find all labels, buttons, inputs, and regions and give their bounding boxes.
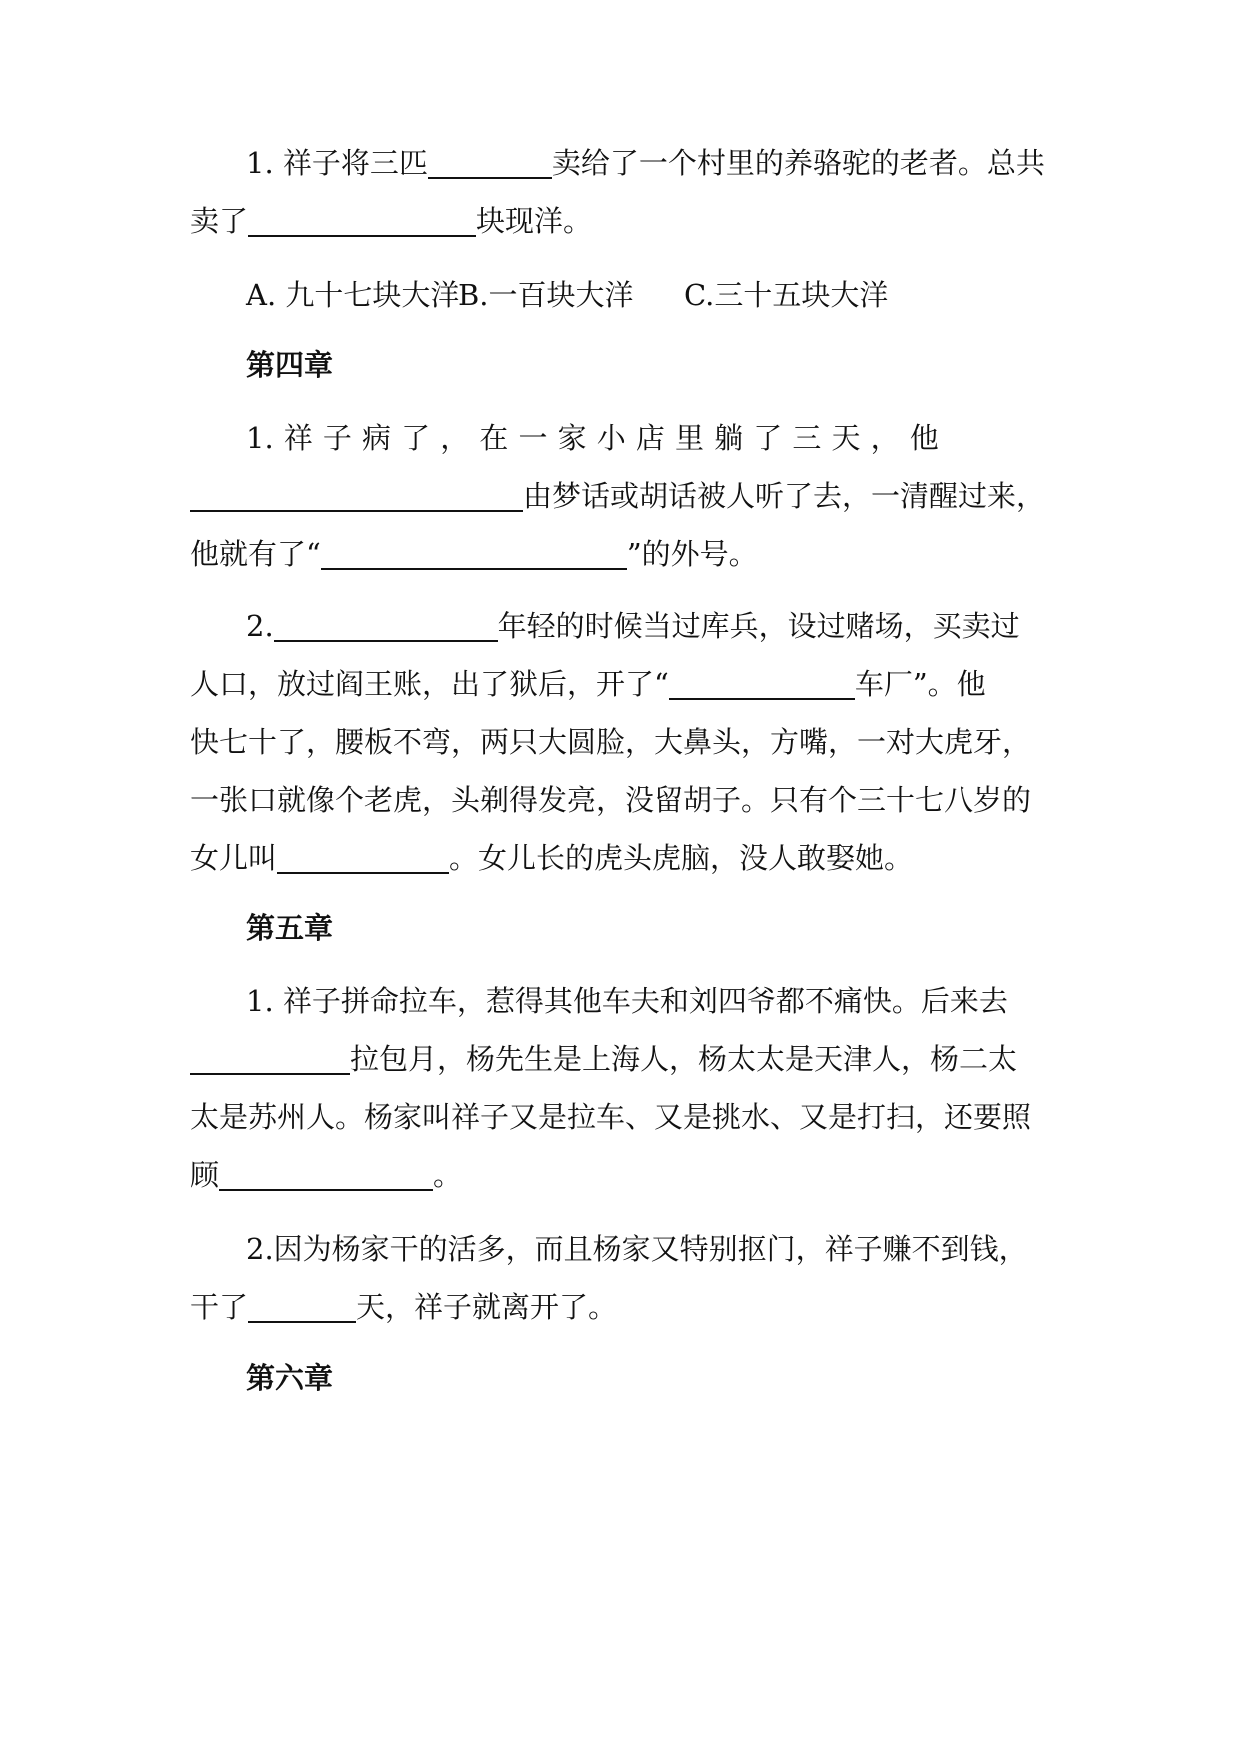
spread-char: ， (440, 421, 470, 455)
question-line (190, 1039, 1017, 1079)
answer-blank[interactable] (248, 1291, 356, 1323)
question-text: 。 (433, 1158, 463, 1192)
question-line (246, 143, 1045, 183)
spread-char: 了 (753, 421, 783, 455)
spread-char: 家 (557, 421, 587, 455)
chapter-heading: 第五章 (246, 911, 334, 945)
spread-char: 三 (792, 421, 822, 455)
answer-blank[interactable] (277, 842, 449, 874)
chapter-heading: 第六章 (246, 1361, 334, 1395)
question-text: 干了 (190, 1290, 249, 1324)
question-text: 1. 祥子拼命拉车，惹得其他车夫和刘四爷都不痛快。后来去 (246, 984, 1008, 1018)
question-line (190, 664, 986, 704)
question-text: 天，祥子就离开了。 (356, 1290, 618, 1324)
question-line (190, 534, 758, 574)
question-text: 一张口就像个老虎，头剃得发亮，没留胡子。只有个三十七八岁的 (190, 783, 1032, 817)
answer-blank[interactable] (274, 610, 498, 642)
spread-char: 祥 (283, 421, 313, 455)
question-text: 卖了 (190, 204, 249, 238)
answer-blank[interactable] (428, 147, 552, 179)
option-a[interactable]: A. 九十七块大洋 (246, 278, 460, 312)
spread-char: 天 (831, 421, 861, 455)
question-text: 快七十了，腰板不弯，两只大圆脸，大鼻头，方嘴，一对大虎牙， (190, 725, 1032, 759)
spread-char: 里 (675, 421, 705, 455)
spread-char: ， (870, 421, 900, 455)
question-text: 人口，放过阎王账，出了狱后，开了“ (190, 667, 669, 701)
spread-char: 小 (596, 421, 626, 455)
chapter-heading: 第四章 (246, 348, 334, 382)
question-line (190, 476, 1045, 516)
spread-char: 他 (909, 421, 939, 455)
question-text: 他就有了“ (190, 537, 321, 571)
question-line (190, 1287, 617, 1327)
answer-blank[interactable] (248, 205, 476, 237)
question-line (246, 606, 1020, 646)
answer-blank[interactable] (321, 538, 627, 570)
spread-char: 躺 (714, 421, 744, 455)
question-line (190, 1155, 462, 1195)
question-text: 1. 祥子将三匹 (246, 146, 428, 180)
question-text: 年轻的时候当过库兵，设过赌场，买卖过 (497, 609, 1020, 643)
question-text: ”的外号。 (626, 537, 758, 571)
question-text: 2. (246, 609, 274, 643)
spread-text (246, 418, 939, 458)
answer-blank[interactable] (190, 480, 523, 512)
spread-char: 店 (635, 421, 665, 455)
question-text: 顾 (190, 1158, 220, 1192)
question-text: 由梦话或胡话被人听了去，一清醒过来， (523, 479, 1046, 513)
question-text: 2.因为杨家干的活多，而且杨家又特别抠门，祥子赚不到钱， (246, 1232, 1028, 1266)
question-line (190, 838, 913, 878)
question-line (246, 418, 939, 458)
answer-blank[interactable] (669, 668, 855, 700)
spread-char: 子 (322, 421, 352, 455)
answer-blank[interactable] (190, 1043, 350, 1075)
question-text: 卖给了一个村里的养骆驼的老者。总共 (551, 146, 1045, 180)
question-text: 拉包月，杨先生是上海人，杨太太是天津人，杨二太 (350, 1042, 1018, 1076)
question-text: 女儿叫 (190, 841, 278, 875)
question-text: 车厂”。他 (854, 667, 986, 701)
question-text: 块现洋。 (476, 204, 593, 238)
spread-char: 了 (401, 421, 431, 455)
spread-char: 在 (479, 421, 509, 455)
spread-char: 病 (362, 421, 392, 455)
option-c[interactable]: C.三十五块大洋 (684, 278, 889, 312)
spread-char: 一 (518, 421, 548, 455)
question-text: 太是苏州人。杨家叫祥子又是拉车、又是挑水、又是打扫，还要照 (190, 1100, 1032, 1134)
answer-blank[interactable] (219, 1159, 433, 1191)
option-b[interactable]: B.一百块大洋 (458, 278, 634, 312)
question-text: 。女儿长的虎头虎脑，没人敢娶她。 (449, 841, 914, 875)
question-line (190, 201, 592, 241)
spread-char: 1. (246, 421, 274, 455)
